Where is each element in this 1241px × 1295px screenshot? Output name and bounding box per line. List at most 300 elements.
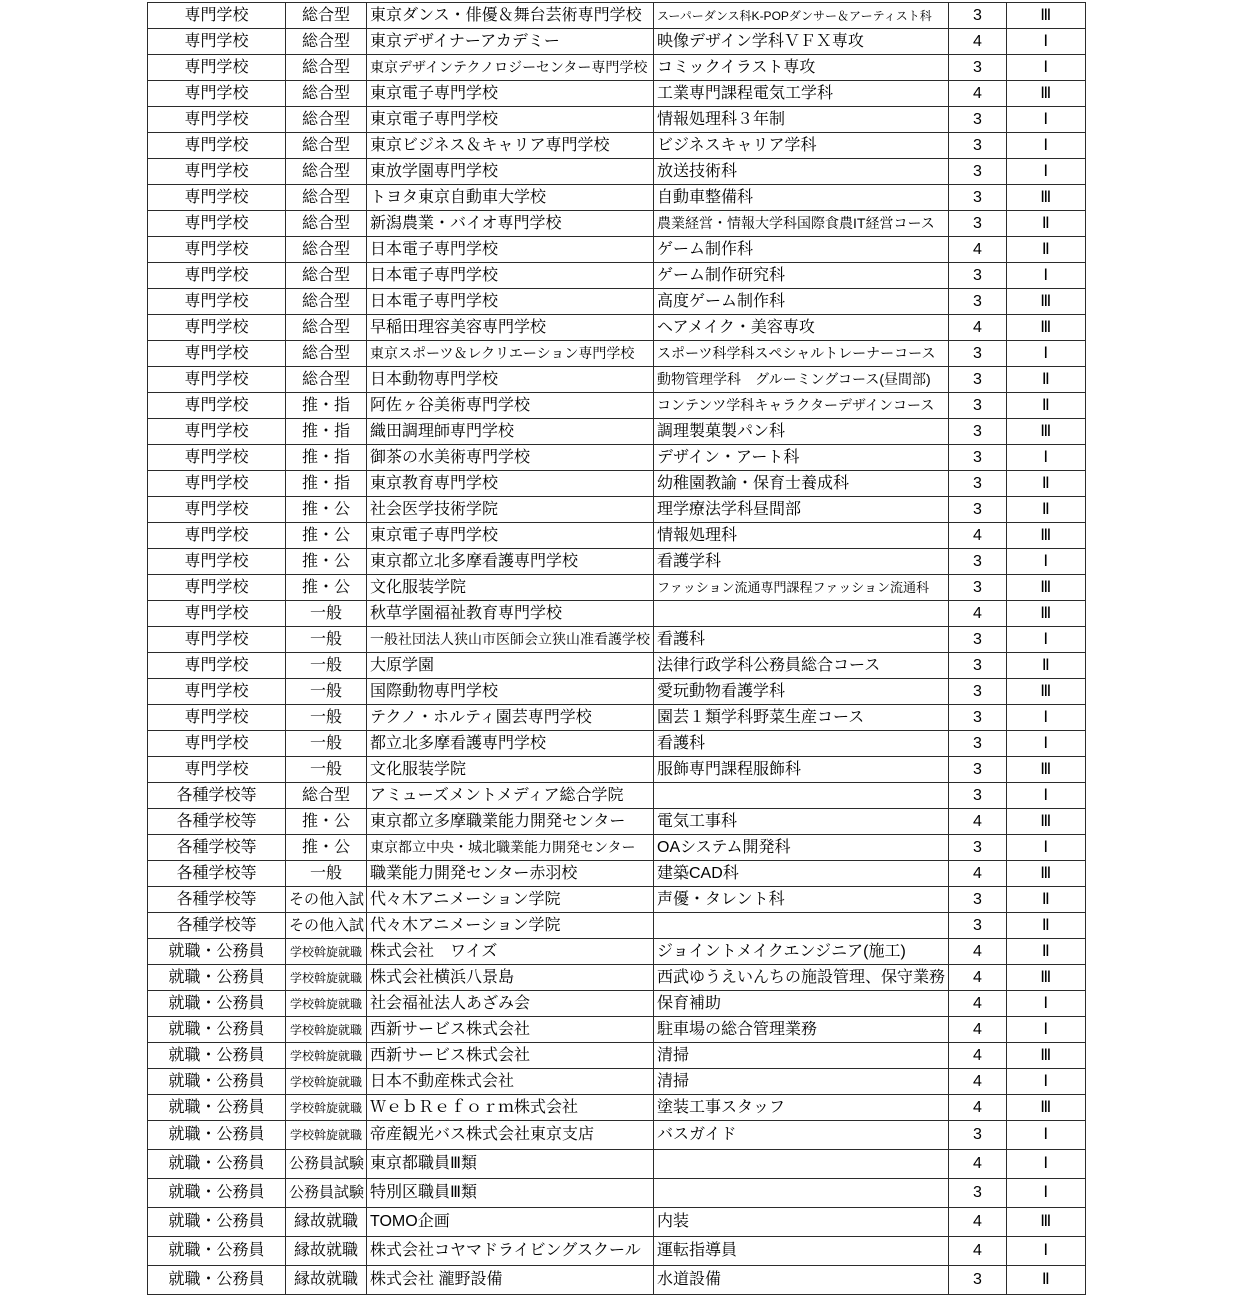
cell-text: 一般	[309, 734, 342, 752]
cell-type	[286, 445, 367, 471]
cell-text: 西武ゆうえいんちの施設管理、保守業務	[657, 968, 946, 986]
cell-text: 3	[973, 786, 982, 804]
cell-text: Ⅰ	[1043, 448, 1049, 466]
cell-text: 日本不動産株式会社	[370, 1072, 515, 1090]
cell-kind	[148, 263, 286, 289]
cell-type	[286, 601, 367, 627]
cell-text: 総合型	[301, 786, 350, 804]
cell-num	[949, 1237, 1007, 1266]
cell-dept	[654, 497, 949, 523]
cell-name	[367, 107, 654, 133]
cell-dept	[654, 679, 949, 705]
cell-text: 3	[973, 708, 982, 726]
cell-name	[367, 471, 654, 497]
cell-text: 御茶の水美術専門学校	[370, 448, 531, 466]
cell-name	[367, 575, 654, 601]
cell-rank	[1007, 3, 1086, 29]
cell-text: Ⅱ	[1041, 890, 1051, 908]
cell-text: 法律行政学科公務員総合コース	[657, 656, 881, 674]
cell-text: 阿佐ヶ谷美術専門学校	[370, 396, 531, 414]
cell-num	[949, 1017, 1007, 1043]
table-row	[148, 81, 1086, 107]
cell-text: Ⅰ	[1043, 552, 1049, 570]
cell-kind	[148, 419, 286, 445]
cell-rank	[1007, 107, 1086, 133]
cell-text: 専門学校	[184, 474, 249, 492]
table-row	[148, 627, 1086, 653]
cell-kind	[148, 497, 286, 523]
cell-kind	[148, 289, 286, 315]
cell-text: 学校斡旋就職	[289, 1074, 362, 1089]
cell-type	[286, 809, 367, 835]
cell-text: バスガイド	[657, 1126, 737, 1143]
cell-text: 西新サービス株式会社	[370, 1020, 531, 1038]
cell-text: 3	[973, 110, 982, 128]
cell-kind	[148, 367, 286, 393]
cell-type	[286, 783, 367, 809]
cell-text: 代々木アニメーション学院	[370, 916, 561, 934]
cell-text: 一般	[309, 864, 342, 882]
cell-text: 専門学校	[184, 266, 249, 284]
cell-text: 東京教育専門学校	[370, 474, 499, 492]
table-row	[148, 3, 1086, 29]
cell-text: 4	[973, 1020, 982, 1038]
cell-text: OAシステム開発科	[657, 838, 791, 856]
cell-text: 東京ビジネス＆キャリア専門学校	[370, 136, 610, 154]
cell-text: 3	[973, 396, 982, 414]
cell-text: 専門学校	[184, 344, 249, 362]
cell-text: ヘアメイク・美容専攻	[657, 318, 815, 336]
cell-rank	[1007, 783, 1086, 809]
cell-name	[367, 523, 654, 549]
cell-text: 各種学校等	[176, 786, 257, 804]
cell-dept	[654, 471, 949, 497]
table-row	[148, 601, 1086, 627]
cell-text: 専門学校	[184, 760, 249, 778]
cell-text: 駐車場の総合管理業務	[657, 1020, 818, 1038]
cell-text: 日本動物専門学校	[370, 370, 499, 388]
cell-kind	[148, 549, 286, 575]
cell-text: 総合型	[301, 344, 350, 362]
cell-rank	[1007, 1266, 1086, 1295]
cell-text: 株式会社横浜八景島	[370, 968, 515, 986]
cell-rank	[1007, 1121, 1086, 1150]
cell-text: 就職・公務員	[168, 1098, 265, 1116]
cell-rank	[1007, 1069, 1086, 1095]
cell-text: 推・公	[301, 526, 350, 544]
cell-name	[367, 939, 654, 965]
cell-text: 4	[973, 84, 982, 102]
cell-dept	[654, 419, 949, 445]
cell-dept	[654, 965, 949, 991]
cell-text: 総合型	[301, 32, 350, 50]
table-row	[148, 471, 1086, 497]
cell-text: コンテンツ学科キャラクターデザインコース	[657, 396, 935, 413]
cell-text: 一般	[309, 708, 342, 726]
cell-dept	[654, 835, 949, 861]
cell-dept	[654, 211, 949, 237]
table-row	[148, 1266, 1086, 1295]
cell-text: ＷｅｂＲｅｆｏｒｍ株式会社	[370, 1098, 579, 1116]
table-row	[148, 575, 1086, 601]
cell-num	[949, 367, 1007, 393]
table-row	[148, 1069, 1086, 1095]
cell-text: 一般	[309, 630, 342, 648]
cell-text: 縁故就職	[293, 1213, 358, 1230]
cell-text: 3	[973, 890, 982, 908]
cell-rank	[1007, 757, 1086, 783]
cell-text: 建築CAD科	[657, 864, 739, 882]
cell-type	[286, 1043, 367, 1069]
cell-text: Ⅰ	[1043, 1155, 1049, 1172]
cell-type	[286, 627, 367, 653]
cell-text: 専門学校	[184, 734, 249, 752]
table-row	[148, 289, 1086, 315]
cell-name	[367, 705, 654, 731]
cell-dept	[654, 29, 949, 55]
cell-text: 大原学園	[370, 656, 435, 674]
cell-kind	[148, 29, 286, 55]
cell-dept	[654, 913, 949, 939]
cell-dept	[654, 1150, 949, 1179]
cell-num	[949, 289, 1007, 315]
cell-text: 専門学校	[184, 84, 249, 102]
cell-rank	[1007, 471, 1086, 497]
cell-kind	[148, 575, 286, 601]
cell-num	[949, 1266, 1007, 1295]
table-row	[148, 393, 1086, 419]
cell-text: 総合型	[301, 214, 350, 232]
cell-dept	[654, 81, 949, 107]
cell-text: 高度ゲーム制作科	[657, 292, 786, 310]
cell-dept	[654, 1095, 949, 1121]
cell-name	[367, 679, 654, 705]
cell-text: 服飾専門課程服飾科	[657, 760, 802, 778]
cell-kind	[148, 1121, 286, 1150]
cell-text: Ⅰ	[1043, 162, 1049, 180]
cell-rank	[1007, 419, 1086, 445]
cell-name	[367, 29, 654, 55]
cell-dept	[654, 445, 949, 471]
table-row	[148, 133, 1086, 159]
cell-text: Ⅱ	[1041, 214, 1051, 232]
cell-type	[286, 1095, 367, 1121]
cell-rank	[1007, 523, 1086, 549]
cell-type	[286, 133, 367, 159]
cell-rank	[1007, 887, 1086, 913]
cell-text: Ⅲ	[1040, 1098, 1052, 1116]
cell-text: 東京電子専門学校	[370, 84, 499, 102]
cell-rank	[1007, 1150, 1086, 1179]
cell-text: 公務員試験	[289, 1184, 365, 1201]
cell-dept	[654, 1121, 949, 1150]
cell-text: 就職・公務員	[168, 1213, 265, 1230]
cell-text: 4	[973, 994, 982, 1012]
cell-text: 3	[973, 656, 982, 674]
cell-text: 3	[973, 6, 982, 24]
cell-rank	[1007, 705, 1086, 731]
cell-text: ゲーム制作科	[657, 240, 754, 258]
cell-name	[367, 315, 654, 341]
cell-text: 園芸１類学科野菜生産コース	[657, 708, 865, 726]
cell-rank	[1007, 913, 1086, 939]
table-row	[148, 523, 1086, 549]
cell-text: 就職・公務員	[168, 1126, 265, 1143]
cell-rank	[1007, 1043, 1086, 1069]
cell-rank	[1007, 237, 1086, 263]
cell-rank	[1007, 861, 1086, 887]
cell-text: 専門学校	[184, 318, 249, 336]
cell-dept	[654, 939, 949, 965]
cell-kind	[148, 1237, 286, 1266]
cell-text: 3	[973, 682, 982, 700]
cell-num	[949, 3, 1007, 29]
table-row	[148, 913, 1086, 939]
cell-kind	[148, 211, 286, 237]
cell-name	[367, 497, 654, 523]
cell-num	[949, 315, 1007, 341]
cell-text: Ⅰ	[1043, 1184, 1049, 1201]
cell-text: その他入試	[289, 890, 365, 908]
cell-text: 愛玩動物看護学科	[657, 682, 786, 700]
cell-text: 4	[973, 1213, 982, 1230]
cell-text: 就職・公務員	[168, 1271, 265, 1288]
cell-kind	[148, 445, 286, 471]
cell-dept	[654, 3, 949, 29]
cell-text: 専門学校	[184, 370, 249, 388]
cell-text: Ⅰ	[1043, 344, 1049, 362]
cell-rank	[1007, 315, 1086, 341]
table-row	[148, 55, 1086, 81]
cell-kind	[148, 341, 286, 367]
cell-text: スーパーダンス科K-POPダンサー＆アーティスト科	[657, 8, 932, 23]
cell-text: 看護学科	[657, 552, 722, 570]
cell-rank	[1007, 289, 1086, 315]
cell-text: 各種学校等	[176, 864, 257, 882]
cell-text: 電気工事科	[657, 812, 738, 830]
cell-text: Ⅰ	[1043, 58, 1049, 76]
cell-text: Ⅲ	[1040, 682, 1052, 700]
cell-text: 就職・公務員	[168, 968, 265, 986]
cell-type	[286, 757, 367, 783]
cell-name	[367, 237, 654, 263]
cell-type	[286, 55, 367, 81]
cell-type	[286, 549, 367, 575]
table-row	[148, 653, 1086, 679]
cell-rank	[1007, 263, 1086, 289]
cell-name	[367, 653, 654, 679]
cell-num	[949, 965, 1007, 991]
cell-text: Ⅰ	[1043, 994, 1049, 1012]
cell-kind	[148, 705, 286, 731]
cell-text: 東京ダンス・俳優＆舞台芸術専門学校	[370, 6, 642, 24]
cell-dept	[654, 601, 949, 627]
cell-type	[286, 679, 367, 705]
cell-text: 3	[973, 630, 982, 648]
cell-text: 一般	[309, 656, 342, 674]
cell-text: Ⅰ	[1043, 266, 1049, 284]
cell-text: 情報処理科	[657, 526, 738, 544]
cell-text: 就職・公務員	[168, 1155, 265, 1172]
cell-text: 推・指	[301, 422, 350, 440]
cell-text: 各種学校等	[176, 812, 257, 830]
cell-text: 総合型	[301, 84, 350, 102]
table-row	[148, 445, 1086, 471]
cell-num	[949, 757, 1007, 783]
cell-rank	[1007, 159, 1086, 185]
table-row	[148, 1095, 1086, 1121]
cell-dept	[654, 757, 949, 783]
cell-num	[949, 809, 1007, 835]
table-row	[148, 367, 1086, 393]
cell-text: 東京電子専門学校	[370, 526, 499, 544]
table-row	[148, 237, 1086, 263]
cell-text: Ⅰ	[1043, 838, 1049, 856]
cell-name	[367, 1017, 654, 1043]
cell-text: Ⅲ	[1040, 292, 1052, 310]
cell-num	[949, 81, 1007, 107]
cell-text: 4	[973, 942, 982, 960]
cell-text: 文化服装学院	[370, 760, 467, 778]
cell-text: Ⅲ	[1040, 578, 1052, 596]
cell-dept	[654, 315, 949, 341]
cell-type	[286, 913, 367, 939]
cell-type	[286, 991, 367, 1017]
cell-text: 3	[973, 266, 982, 284]
cell-rank	[1007, 1208, 1086, 1237]
cell-text: 専門学校	[184, 292, 249, 310]
cell-text: Ⅰ	[1043, 1072, 1049, 1090]
cell-kind	[148, 393, 286, 419]
cell-text: 都立北多摩看護専門学校	[370, 734, 547, 752]
cell-text: 社会福祉法人あざみ会	[370, 994, 531, 1012]
cell-rank	[1007, 445, 1086, 471]
cell-name	[367, 211, 654, 237]
cell-text: 総合型	[301, 110, 350, 128]
cell-rank	[1007, 809, 1086, 835]
cell-name	[367, 1179, 654, 1208]
cell-text: 専門学校	[184, 396, 249, 414]
cell-type	[286, 1266, 367, 1295]
cell-text: Ⅰ	[1043, 786, 1049, 804]
cell-num	[949, 237, 1007, 263]
cell-rank	[1007, 211, 1086, 237]
cell-text: 秋草学園福祉教育専門学校	[370, 604, 563, 622]
cell-name	[367, 1069, 654, 1095]
cell-name	[367, 341, 654, 367]
table-row	[148, 1121, 1086, 1150]
cell-text: 動物管理学科 グルーミングコース(昼間部)	[657, 370, 931, 387]
cell-text: 専門学校	[184, 630, 249, 648]
table-row	[148, 835, 1086, 861]
cell-num	[949, 861, 1007, 887]
cell-name	[367, 861, 654, 887]
cell-dept	[654, 1069, 949, 1095]
cell-dept	[654, 289, 949, 315]
table-row	[148, 705, 1086, 731]
cell-dept	[654, 185, 949, 211]
cell-text: Ⅰ	[1043, 630, 1049, 648]
cell-type	[286, 1208, 367, 1237]
cell-text: 調理製菓製パン科	[657, 422, 786, 440]
cell-name	[367, 445, 654, 471]
cell-dept	[654, 523, 949, 549]
cell-text: 3	[973, 838, 982, 856]
cell-text: 看護科	[657, 734, 706, 752]
cell-text: 一般	[309, 604, 342, 622]
cell-type	[286, 1179, 367, 1208]
placement-results-table	[147, 2, 1086, 1295]
cell-name	[367, 55, 654, 81]
cell-rank	[1007, 835, 1086, 861]
cell-text: ビジネスキャリア学科	[657, 136, 817, 154]
cell-text: 推・公	[301, 838, 350, 856]
cell-kind	[148, 1208, 286, 1237]
cell-text: 西新サービス株式会社	[370, 1046, 531, 1064]
cell-type	[286, 289, 367, 315]
cell-text: Ⅰ	[1043, 1126, 1049, 1143]
cell-type	[286, 419, 367, 445]
cell-rank	[1007, 575, 1086, 601]
cell-kind	[148, 835, 286, 861]
cell-name	[367, 3, 654, 29]
cell-text: 専門学校	[184, 708, 249, 726]
cell-text: 3	[973, 370, 982, 388]
cell-text: Ⅲ	[1040, 1213, 1052, 1230]
cell-text: 3	[973, 1126, 982, 1143]
cell-num	[949, 1069, 1007, 1095]
cell-kind	[148, 1150, 286, 1179]
cell-text: 3	[973, 422, 982, 440]
cell-rank	[1007, 965, 1086, 991]
cell-type	[286, 263, 367, 289]
cell-rank	[1007, 367, 1086, 393]
cell-name	[367, 159, 654, 185]
cell-text: 就職・公務員	[168, 1046, 265, 1064]
cell-text: 就職・公務員	[168, 1020, 265, 1038]
cell-num	[949, 601, 1007, 627]
cell-num	[949, 913, 1007, 939]
cell-num	[949, 549, 1007, 575]
cell-kind	[148, 1179, 286, 1208]
cell-num	[949, 29, 1007, 55]
cell-kind	[148, 1043, 286, 1069]
cell-kind	[148, 653, 286, 679]
cell-text: 帝産観光バス株式会社東京支店	[370, 1126, 595, 1143]
cell-dept	[654, 133, 949, 159]
cell-text: Ⅲ	[1040, 604, 1052, 622]
cell-text: 織田調理師専門学校	[370, 422, 515, 440]
cell-type	[286, 29, 367, 55]
cell-kind	[148, 783, 286, 809]
cell-text: 東京都立多摩職業能力開発センター	[370, 812, 626, 830]
cell-kind	[148, 315, 286, 341]
cell-dept	[654, 627, 949, 653]
cell-dept	[654, 393, 949, 419]
cell-text: 各種学校等	[176, 890, 257, 908]
cell-text: 東京都立北多摩看護専門学校	[370, 552, 579, 570]
cell-text: Ⅲ	[1040, 1046, 1052, 1064]
cell-text: 東京デザインテクノロジーセンター専門学校	[370, 58, 648, 75]
table-row	[148, 1017, 1086, 1043]
cell-num	[949, 1043, 1007, 1069]
cell-text: 株式会社 ワイズ	[370, 942, 498, 960]
cell-rank	[1007, 627, 1086, 653]
cell-name	[367, 627, 654, 653]
cell-text: Ⅲ	[1040, 760, 1052, 778]
cell-text: 3	[973, 58, 982, 76]
table-row	[148, 1043, 1086, 1069]
